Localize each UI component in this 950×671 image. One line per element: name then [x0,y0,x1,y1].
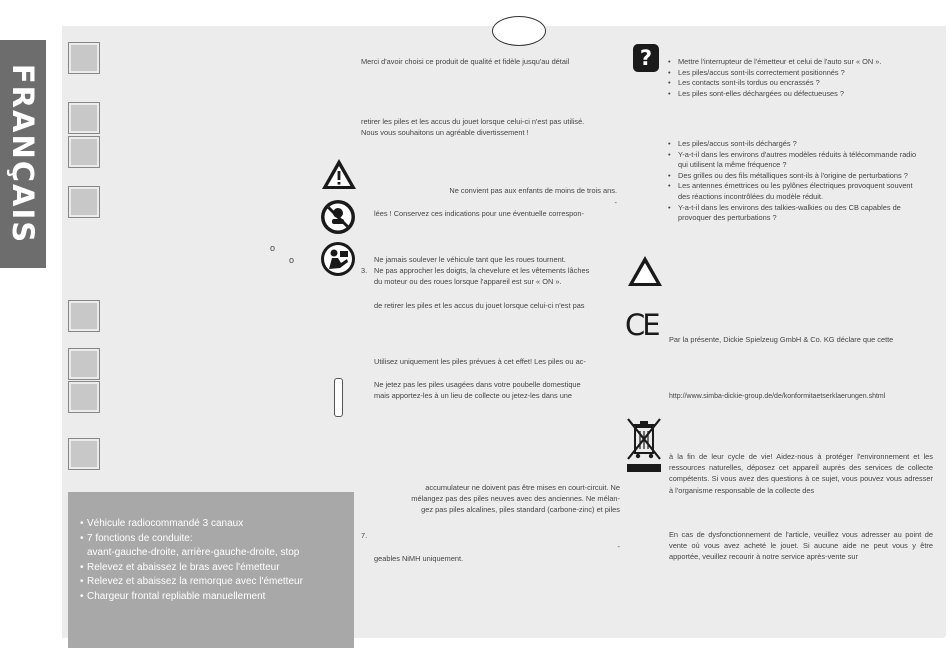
list-item: • Y-a-t-il dans les environs des talkies-walkies ou des CB capables de provoquer des perturbations ? [668,203,924,224]
language-label: FRANÇAIS [6,63,41,245]
safety-keep: lées ! Conservez ces indications pour une éventuelle correspon- [374,209,584,218]
section-marker-7 [68,381,100,413]
list-item: • Les piles/accus sont-ils déchargés ? [668,139,924,150]
warning-triangle-icon [626,254,664,288]
list-item: • Les contacts sont-ils tordus ou encrassés ? [668,78,940,89]
batteries-short-2: mélangez pas des piles neuves avec des anciennes. Ne mélan- [411,494,620,503]
disposal-text: à la fin de leur cycle de vie! Aidez-nous à protéger l'environnement et les ressources naturelles, déposez cet appareil auprès des services de collecte compétents. Si vous avez des questions à ce sujet, vous pouvez vous adresser à l'organisme responsable de la collecte des [669,452,933,495]
section-marker-1 [68,42,100,74]
safety-num-3: 3. [361,266,368,275]
conformity-url: http://www.simba-dickie-group.de/de/konformitaetserklaerungen.shtml [669,393,886,400]
safety-remove-batteries-2: de retirer les piles et les accus du jouet lorsque celui-ci n'est pas [374,301,585,310]
safety-fingers-2: du moteur ou des roues lorsque l'appareil est sur « ON ». [374,277,562,286]
section-marker-2 [68,102,100,134]
section-marker-5 [68,300,100,332]
conformity-declaration: Par la présente, Dickie Spielzeug GmbH & Co. KG déclare que cette [669,335,894,344]
features-list [80,517,303,604]
feature-item: avant-gauche-droite, arrière-gauche-droite, stop [87,547,300,558]
batteries-num-7: 7. [361,531,368,540]
feature-item: • Relevez et abaissez le bras avec l'émetteur [80,561,280,573]
service-text: En cas de dysfonctionnement de l'article, veuillez vous adresser au point de vente où vous avez acheté le jouet. Si aucune aide ne peut vous y être apportée, veuillez recourir à notre service après-vente sur [669,530,933,562]
feature-item: • Relevez et abaissez la remorque avec l'émetteur [80,576,303,587]
weee-bin-icon [623,415,665,477]
batteries-nimh: geables NiMH uniquement. [374,554,464,563]
safety-age: Ne convient pas aux enfants de moins de trois ans. [449,186,617,195]
safety-dash-1: - [614,198,617,207]
troubleshooting-list-2 [668,139,924,224]
troubleshooting-list-1 [668,57,940,99]
section-marker-3 [68,136,100,168]
safety-lift: Ne jamais soulever le véhicule tant que les roues tournent. [374,255,566,264]
feature-item: • Véhicule radiocommandé 3 canaux [80,518,244,529]
list-item: • Les piles sont-elles déchargées ou défectueuses ? [668,89,940,100]
read-instructions-icon [320,241,356,277]
intro-thanks: Merci d'avoir choisi ce produit de qualité et fidèle jusqu'au détail [361,57,570,66]
section-marker-4 [68,186,100,218]
intro-enjoy: Nous vous souhaitons un agréable divertissement ! [361,128,529,137]
list-item: • Y-a-t-il dans les environs d'autres modèles réduits à télécommande radio qui utilisent la même fréquence ? [668,150,924,171]
batteries-use-only: Utilisez uniquement les piles prévues à cet effet! Les piles ou ac- [374,357,586,366]
feature-item: • Chargeur frontal repliable manuellement [80,590,266,602]
language-label-wrap [0,40,46,268]
battery-icon [334,378,343,417]
list-item: • Les piles/accus sont-ils correctement positionnés ? [668,68,940,79]
batteries-short-3: gez pas piles alcalines, piles standard (carbone-zinc) et piles [421,505,620,514]
section-marker-6 [68,348,100,380]
feature-item: • 7 fonctions de conduite: [80,532,193,544]
batteries-dispose-2: mais apportez-les à un lieu de collecte ou jetez-les dans une [374,391,573,400]
ce-mark: CE [625,308,658,342]
page-number-oval [492,16,546,46]
section-marker-8 [68,438,100,470]
no-small-children-icon [320,199,356,235]
batteries-short-1: accumulateur ne doivent pas être mises en court-circuit. Ne [425,483,620,492]
small-circle-b: o [289,255,295,265]
small-circle-a: o [270,243,276,253]
warning-triangle-icon [320,157,358,191]
list-item: • Les antennes émettrices ou les pylônes électriques provoquent souvent des réactions incontrôlées du modèle réduit. [668,181,924,202]
intro-remove-batteries: retirer les piles et les accus du jouet lorsque celui-ci n'est pas utilisé. [361,117,585,126]
question-icon: ? [633,44,659,72]
list-item: • Mettre l'interrupteur de l'émetteur et celui de l'auto sur « ON ». [668,57,940,68]
features-panel [68,492,354,648]
batteries-dash-2: - [617,542,620,551]
batteries-dispose-1: Ne jetez pas les piles usagées dans votre poubelle domestique [374,380,581,389]
safety-fingers-1: Ne pas approcher les doigts, la chevelure et les vêtements lâches [374,266,590,275]
list-item: • Des grilles ou des fils métalliques sont-ils à l'origine de perturbations ? [668,171,924,182]
